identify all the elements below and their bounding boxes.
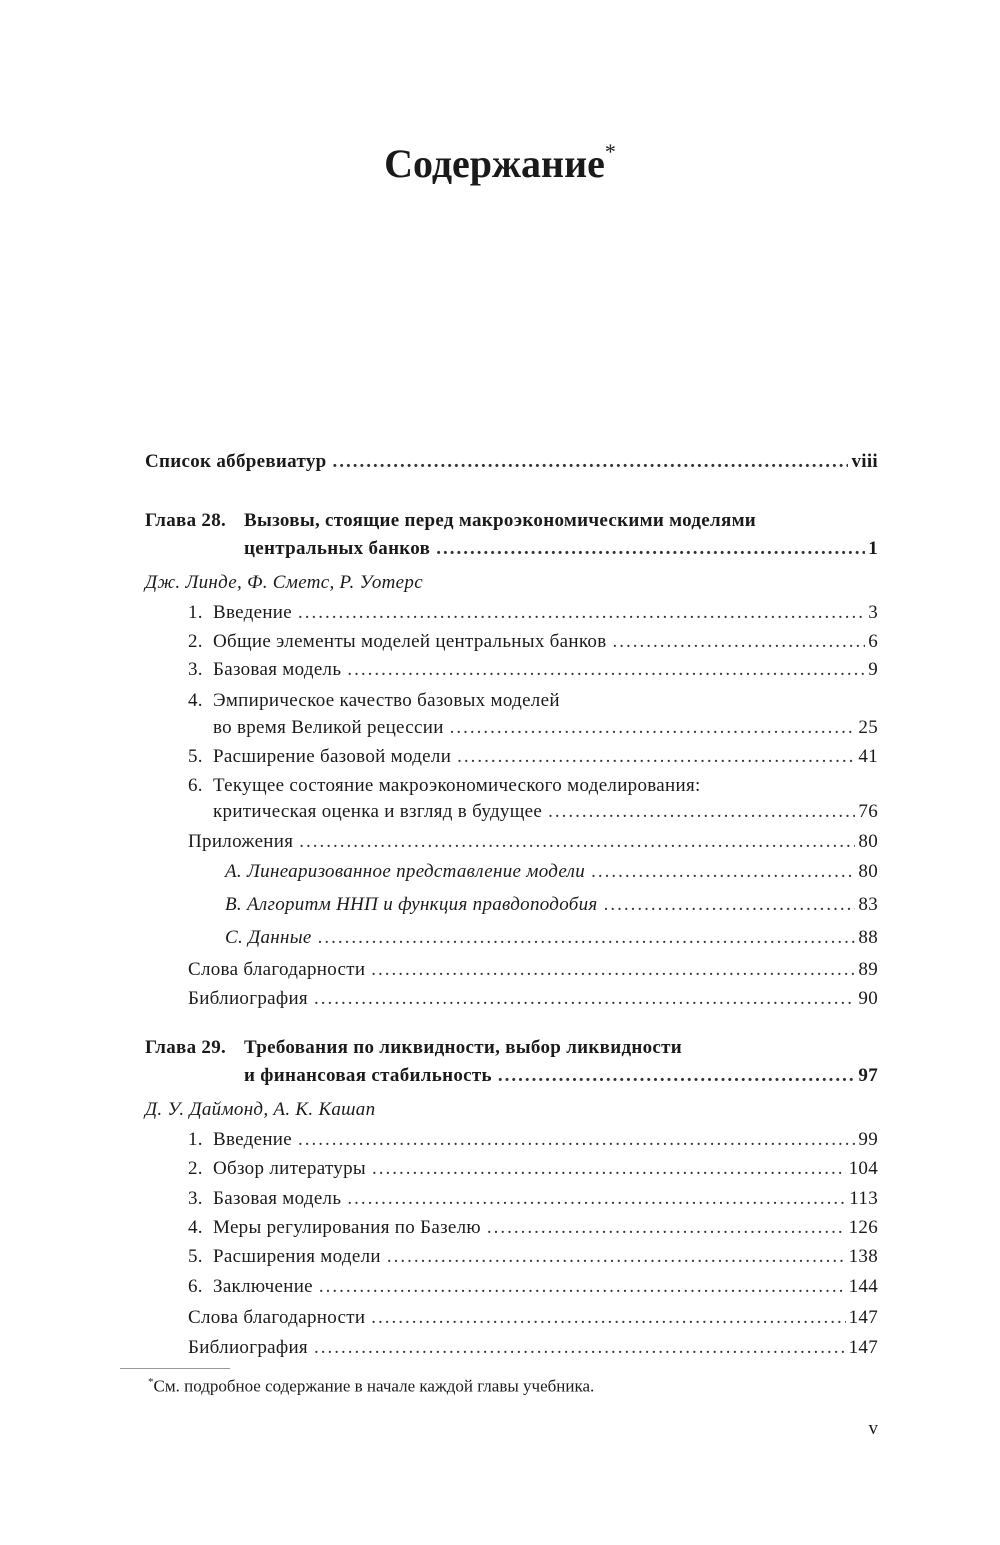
toc-entry-appendix-item[interactable] [225,926,878,950]
entry-label: 3. Базовая модель [188,659,342,680]
dot-leader [298,601,865,625]
entry-page: 25 [858,717,878,738]
entry-label: и финансовая стабильность [244,1065,492,1086]
toc-entry-acknowledgements[interactable] [188,958,878,982]
entry-label: Вызовы, стоящие перед макроэкономическими моделями [244,510,757,531]
entry-label: 2. Общие элементы моделей центральных банков [188,631,607,652]
dot-leader [436,537,865,561]
entry-number: 3. [188,1188,203,1209]
toc-entry-chapter-28[interactable] [244,537,878,561]
dot-leader [548,800,855,824]
dot-leader [347,658,865,682]
entry-label: Глава 28. [145,510,227,531]
entry-number: 1. [188,1129,203,1150]
entry-number: 3. [188,659,203,680]
dot-leader [298,1128,855,1152]
entry-label: B. Алгоритм ННП и функция правдоподобия [225,894,598,915]
footnote-mark: * [604,138,616,164]
entry-label: Библиография [188,988,308,1009]
toc-entry[interactable] [188,745,878,769]
chapter-29-heading [145,1036,682,1060]
entry-page: 41 [858,746,878,767]
entry-page: 1 [868,538,878,559]
entry-page: viii [851,451,878,472]
toc-entry[interactable] [188,601,878,625]
toc-entry[interactable] [188,1275,878,1299]
dot-leader [347,1187,846,1211]
dot-leader [372,1157,846,1181]
dot-leader [457,745,855,769]
entry-page: 80 [858,861,878,882]
page-number: v [868,1418,878,1439]
entry-label: Список аббревиатур [145,451,327,472]
chapter-28-heading [145,509,756,533]
toc-entry-acknowledgements[interactable] [188,1306,878,1330]
entry-label: C. Данные [225,927,312,948]
entry-page: 147 [848,1307,878,1328]
entry-page: 89 [858,959,878,980]
entry-number: 4. [188,690,203,711]
toc-entry[interactable] [188,630,878,654]
entry-page: 138 [848,1246,878,1267]
toc-entry[interactable] [188,1187,878,1211]
entry-page: 80 [858,831,878,852]
entry-label: 4. Меры регулирования по Базелю [188,1217,481,1238]
page-title: Содержание* [384,138,616,186]
entry-label: Слова благодарности [188,1307,366,1328]
entry-number: 5. [188,1246,203,1267]
entry-label: во время Великой рецессии [213,717,444,738]
toc-entry-chapter-29[interactable] [244,1064,878,1088]
dot-leader [450,716,856,740]
dot-leader [604,893,856,917]
toc-entry-bibliography[interactable] [188,987,878,1011]
entry-page: 3 [868,602,878,623]
entry-number: 6. [188,1276,203,1297]
chapter-28-authors: Дж. Линде, Ф. Сметс, Р. Уотерс [145,572,423,593]
toc-entry-appendix-item[interactable] [225,893,878,917]
entry-label: Глава 29. [145,1037,227,1058]
entry-label: Эмпирическое качество базовых моделей [213,690,560,711]
dot-leader [498,1064,856,1088]
entry-label: 5. Расширения модели [188,1246,381,1267]
entry-page: 90 [858,988,878,1009]
dot-leader [613,630,866,654]
toc-entry-abbreviations[interactable] [145,450,878,474]
entry-page: 147 [848,1337,878,1358]
entry-label: 1. Введение [188,1129,292,1150]
entry-label: Приложения [188,831,294,852]
toc-entry-appendix-item[interactable] [225,860,878,884]
entry-label: 2. Обзор литературы [188,1158,366,1179]
entry-number: 6. [188,775,203,796]
entry-page: 97 [858,1065,878,1086]
entry-page: 83 [858,894,878,915]
entry-label: центральных банков [244,538,431,559]
dot-leader [318,926,856,950]
entry-page: 144 [848,1276,878,1297]
dot-leader [371,958,855,982]
entry-label: A. Линеаризованное представление модели [225,861,586,882]
entry-label: Требования по ликвидности, выбор ликвидности [244,1037,683,1058]
entry-number: 4. [188,1217,203,1238]
dot-leader [333,450,849,474]
entry-label: Библиография [188,1337,308,1358]
entry-page: 6 [868,631,878,652]
toc-entry-bibliography[interactable] [188,1336,878,1360]
chapter-29-authors: Д. У. Даймонд, А. К. Кашап [145,1099,376,1120]
entry-label: Текущее состояние макроэкономического моделирования: [213,775,701,796]
dot-leader [487,1216,846,1240]
toc-entry[interactable] [213,800,878,824]
dot-leader [371,1306,845,1330]
dot-leader [319,1275,846,1299]
entry-page: 99 [858,1129,878,1150]
dot-leader [387,1245,846,1269]
toc-entry[interactable] [188,1216,878,1240]
entry-label: 1. Введение [188,602,292,623]
entry-page: 9 [868,659,878,680]
dot-leader [591,860,855,884]
toc-entry[interactable] [188,1157,878,1181]
toc-entry-line1 [188,774,701,798]
footnote-divider [120,1368,230,1369]
entry-page: 113 [849,1188,878,1209]
entry-page: 104 [848,1158,878,1179]
toc-entry[interactable] [188,1245,878,1269]
entry-number: 1. [188,602,203,623]
dot-leader [314,987,855,1011]
entry-label: 5. Расширение базовой модели [188,746,452,767]
entry-page: 126 [848,1217,878,1238]
toc-entry-appendix[interactable] [188,830,878,854]
toc-entry[interactable] [188,1128,878,1152]
entry-number: 5. [188,746,203,767]
entry-label: Слова благодарности [188,959,366,980]
entry-label: 6. Заключение [188,1276,313,1297]
dot-leader [299,830,855,854]
toc-entry-line1 [188,689,560,713]
entry-number: 2. [188,631,203,652]
entry-page: 76 [858,801,878,822]
toc-entry[interactable] [188,658,878,682]
entry-label: 3. Базовая модель [188,1188,342,1209]
footnote: *См. подробное содержание в начале каждой главы учебника. [148,1376,595,1396]
entry-number: 2. [188,1158,203,1179]
dot-leader [314,1336,846,1360]
entry-label: критическая оценка и взгляд в будущее [213,801,543,822]
toc-entry[interactable] [213,716,878,740]
entry-page: 88 [858,927,878,948]
